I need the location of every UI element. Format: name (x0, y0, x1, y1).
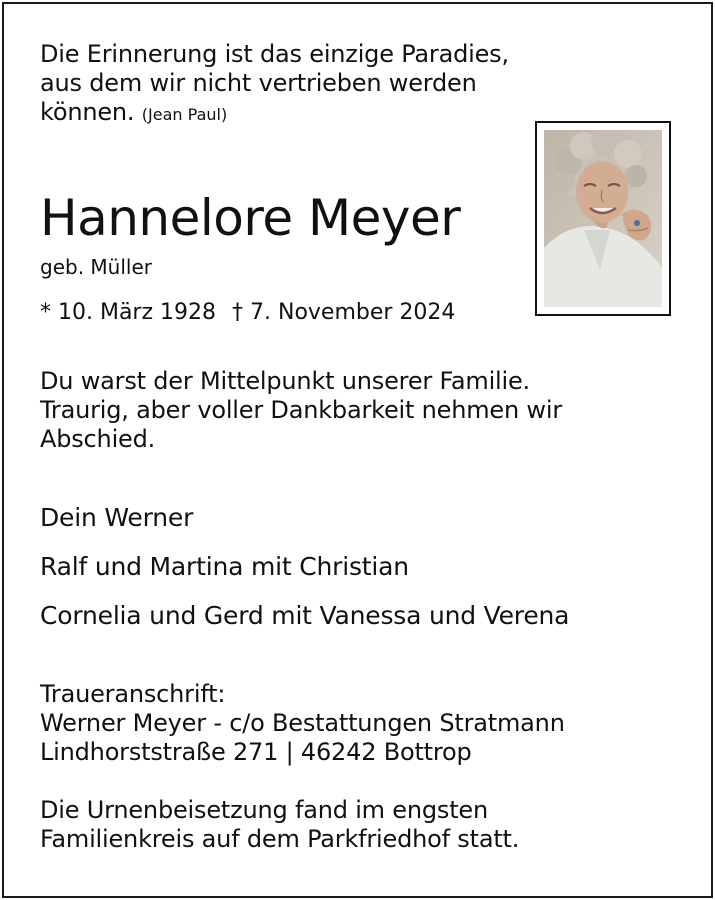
birth-name: geb. Müller (40, 255, 152, 279)
birth-date: * 10. März 1928 (40, 300, 217, 325)
address-line-1: Werner Meyer - c/o Bestattungen Stratmann (40, 709, 565, 737)
quote-line-3-text: können. (40, 98, 135, 126)
burial-notice (40, 796, 519, 854)
portrait-photo (535, 121, 671, 316)
memorial-quote (40, 40, 509, 129)
mourners-list (40, 502, 569, 649)
quote-author: (Jean Paul) (141, 105, 228, 124)
mourner-entry: Ralf und Martina mit Christian (40, 552, 409, 581)
deceased-name: Hannelore Meyer (40, 189, 461, 247)
mourning-address (40, 680, 565, 767)
address-label: Traueranschrift: (40, 680, 226, 708)
message-line-1: Du warst der Mittelpunkt unserer Familie. (40, 367, 530, 395)
mourner-entry: Cornelia und Gerd mit Vanessa und Verena (40, 601, 570, 630)
life-dates (40, 298, 455, 328)
message-line-2: Traurig, aber voller Dankbarkeit nehmen wir (40, 396, 562, 424)
mourner-entry: Dein Werner (40, 503, 194, 532)
quote-line-1: Die Erinnerung ist das einzige Paradies, (40, 40, 509, 68)
death-date: † 7. November 2024 (232, 300, 456, 325)
burial-line-1: Die Urnenbeisetzung fand im engsten (40, 796, 488, 824)
farewell-message (40, 367, 562, 454)
portrait-image (544, 130, 662, 307)
message-line-3: Abschied. (40, 425, 156, 453)
burial-line-2: Familienkreis auf dem Parkfriedhof statt. (40, 825, 520, 853)
quote-line-3 (40, 98, 509, 129)
quote-line-2: aus dem wir nicht vertrieben werden (40, 69, 477, 97)
address-line-2: Lindhorststraße 271 | 46242 Bottrop (40, 738, 472, 766)
